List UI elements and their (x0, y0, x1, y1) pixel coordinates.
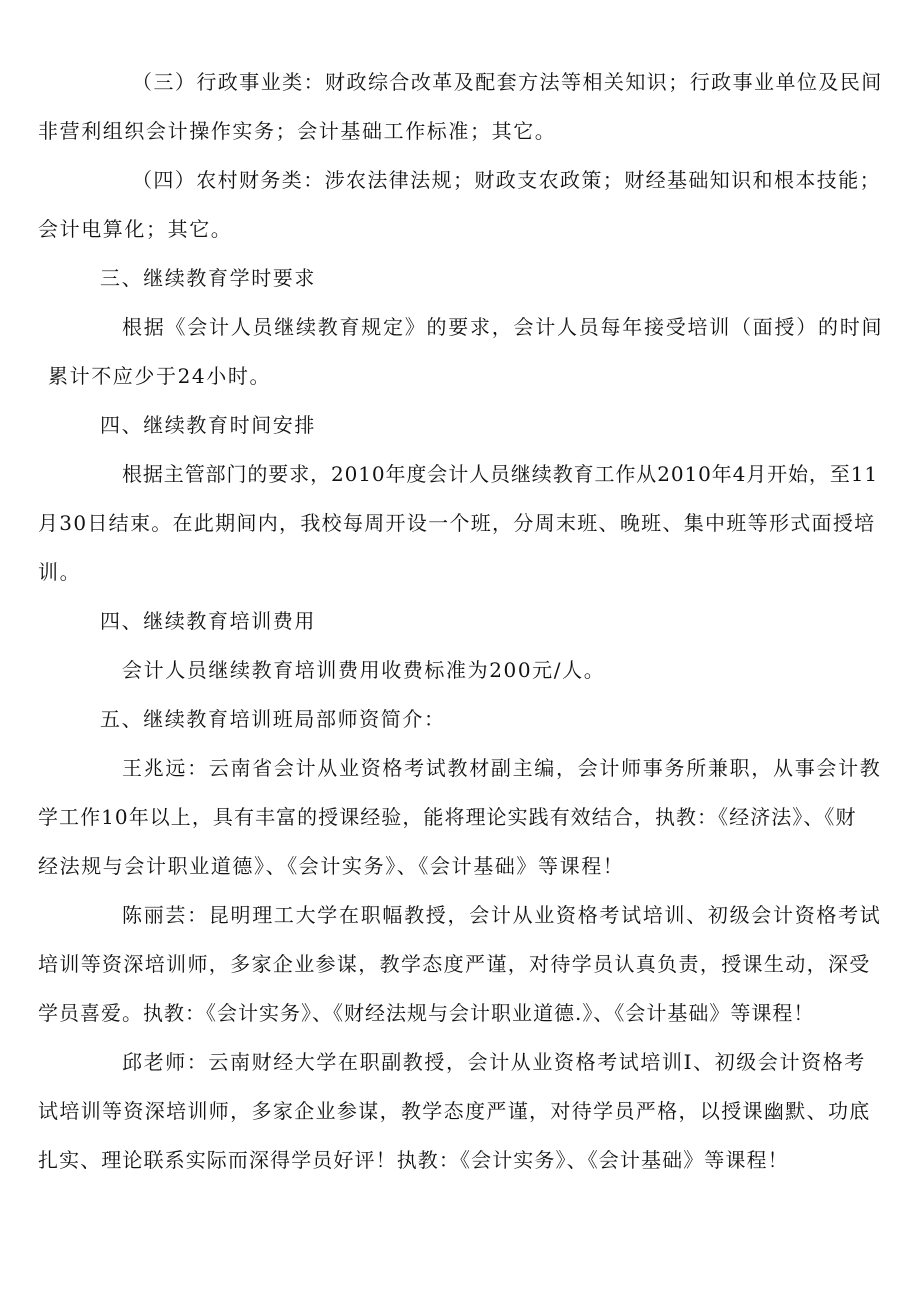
teacher-3-line-3: 扎实、理论联系实际而深得学员好评！执教：《会计实务》、《会计基础》等课程！ (38, 1148, 789, 1172)
category-3-line-1: （三）行政事业类：财政综合改革及配套方法等相关知识；行政事业单位及民间 (132, 70, 883, 94)
category-3-line-2: 非营利组织会计操作实务；会计基础工作标准；其它。 (38, 119, 557, 143)
schedule-line-1: 根据主管部门的要求，2010年度会计人员继续教育工作从2010年4月开始，至11 (122, 462, 878, 486)
category-4-line-2: 会计电算化；其它。 (38, 217, 233, 241)
study-hours-line-1: 根据《会计人员继续教育规定》的要求，会计人员每年接受培训（面授）的时间 (122, 315, 884, 339)
category-4-line-1: （四）农村财务类：涉农法律法规；财政支农政策；财经基础知识和根本技能； (132, 168, 881, 192)
study-hours-line-2: 累计不应少于24小时。 (48, 364, 272, 388)
training-fee-line-1: 会计人员继续教育培训费用收费标准为200元/人。 (122, 658, 606, 682)
heading-teachers: 五、继续教育培训班局部师资简介： (100, 707, 446, 731)
teacher-2-line-3: 学员喜爱。执教：《会计实务》、《财经法规与会计职业道德.》、《会计基础》等课程！ (38, 1001, 815, 1025)
teacher-3-line-1: 邱老师：云南财经大学在职副教授，会计从业资格考试培训I、初级会计资格考 (122, 1050, 866, 1074)
heading-training-fee: 四、继续教育培训费用 (100, 609, 316, 633)
teacher-2-line-2: 培训等资深培训师，多家企业参谋，教学态度严谨，对待学员认真负责，授课生动，深受 (38, 952, 871, 976)
schedule-line-2: 月30日结束。在此期间内，我校每周开设一个班，分周末班、晚班、集中班等形式面授培 (38, 511, 876, 535)
schedule-line-3: 训。 (38, 560, 82, 584)
teacher-1-line-2: 学工作10年以上，具有丰富的授课经验，能将理论实践有效结合，执教：《经济法》、《财 (38, 805, 857, 829)
teacher-1-line-3: 经法规与会计职业道德》、《会计实务》、《会计基础》等课程！ (38, 854, 625, 878)
heading-schedule: 四、继续教育时间安排 (100, 413, 316, 437)
teacher-2-line-1: 陈丽芸：昆明理工大学在职幅教授，会计从业资格考试培训、初级会计资格考试 (122, 903, 882, 927)
teacher-3-line-2: 试培训等资深培训师，多家企业参谋，教学态度严谨，对待学员严格，以授课幽默、功底 (38, 1099, 871, 1123)
teacher-1-line-1: 王兆远：云南省会计从业资格考试教材副主编，会计师事务所兼职，从事会计教 (122, 756, 882, 780)
heading-study-hours: 三、继续教育学时要求 (100, 266, 316, 290)
